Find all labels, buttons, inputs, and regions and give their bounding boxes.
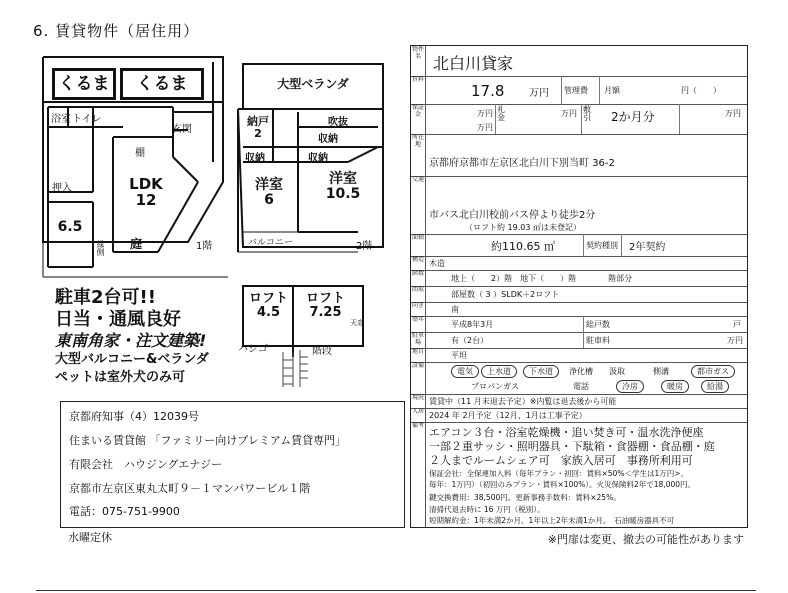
rent-unit: 万円 — [529, 88, 549, 99]
room-western-105: 洋室 10.5 — [325, 171, 361, 202]
floors-value: 地上（ 2）階 地下（ ）階 階部分 — [451, 274, 633, 283]
row-built-header: 築年 — [411, 316, 426, 332]
row-area — [411, 234, 747, 257]
direction-value: 南 — [451, 305, 459, 314]
room-engawa: 縁側 — [96, 240, 105, 256]
row-movein-header: 入居 — [411, 408, 426, 422]
room-storage-room: 納戸 2 — [247, 115, 269, 140]
label-garden: 庭 — [130, 237, 143, 251]
shikibiki-unit: 万円 — [725, 109, 741, 118]
util-gutter: 側溝 — [653, 367, 669, 376]
row-utilities — [411, 362, 747, 395]
row-movein — [411, 408, 747, 423]
agent-shop: 住まいる賃貸館 「ファミリー向けプレミアム賃貸専門」 — [69, 434, 347, 447]
page-heading: 6. 賃貸物件（居住用） — [33, 22, 200, 40]
row-status — [411, 394, 747, 409]
agent-box — [60, 401, 405, 528]
room-void: 吹抜 — [328, 117, 348, 128]
key-money-unit: 万円 — [561, 109, 577, 118]
row-layout — [411, 286, 747, 303]
row-direction-header: 向き — [411, 302, 426, 316]
remarks-line-1: エアコン３台・浴室乾燥機・追い焚き可・温水洗浄便座 — [429, 426, 704, 439]
label-stairs: 階段 — [312, 346, 332, 357]
row-access-header: 交通 — [411, 176, 426, 234]
label-balcony: バルコニー — [248, 238, 294, 248]
agent-tel: 電話：075-751-9900 — [69, 505, 180, 518]
loft-note: （ロフト約 19.03 ㎡は未登記） — [465, 223, 581, 232]
room-storage-3: 収納 — [308, 153, 328, 164]
room-japanese: 6.5 — [57, 219, 83, 235]
room-entrance: 玄関 — [172, 124, 192, 135]
row-direction — [411, 302, 747, 317]
util-cooling: 冷房 — [616, 380, 644, 393]
util-phone: 電話 — [573, 382, 589, 391]
row-address-header: 所在地 — [411, 134, 426, 176]
rent-value: 17.8 — [471, 82, 505, 100]
row-structure — [411, 256, 747, 271]
property-name: 北白川貸家 — [433, 54, 514, 73]
row-rent-header: 賃料 — [411, 76, 426, 104]
row-parking — [411, 332, 747, 349]
util-heating: 暖房 — [661, 380, 689, 393]
remarks-small-5: 短期解約金：1年未満2か月、1年以上2年未満1か月。 石油暖房器具不可 — [429, 516, 675, 525]
promo-pets: ペットは室外犬のみ可 — [55, 370, 186, 385]
room-loft-1: ロフト 4.5 — [248, 291, 288, 320]
util-city-gas: 都市ガス — [691, 365, 735, 378]
room-shelf: 棚 — [135, 148, 145, 159]
row-utilities-header: 設備 — [411, 362, 426, 394]
room-veranda: 大型ベランダ — [277, 77, 349, 91]
layout-value: 部屋数（ 3 ）SLDK＋2ロフト — [451, 290, 560, 299]
remarks-small-1: 保証会社：全保連加入料（毎年プラン・初回：賃料×50%＜学生は1万円>、 — [429, 469, 689, 478]
row-built — [411, 316, 747, 333]
row-layout-header: 間取 — [411, 286, 426, 302]
row-land-header: 地目 — [411, 348, 426, 362]
row-address — [411, 134, 747, 177]
row-land — [411, 348, 747, 363]
parking-space-1: くるま — [52, 68, 116, 100]
footer-rule — [36, 590, 756, 591]
promo-corner: 東南角家・注文建築! — [55, 331, 207, 350]
movein-value: 2024 年 2月予定（12月、1月は工事予定） — [429, 411, 587, 420]
built-value: 平成8年3月 — [451, 320, 494, 329]
row-parking-header: 駐車場 — [411, 332, 424, 346]
row-name-header: 物件名 — [411, 46, 426, 76]
row-rent — [411, 76, 747, 105]
label-ladder: ハシゴ — [238, 344, 268, 355]
room-western-6: 洋室 6 — [255, 177, 283, 208]
agent-closed-day: 水曜定休 — [68, 531, 112, 544]
deposit-unit: 万円 — [477, 109, 493, 118]
remarks-small-3: 鍵交換費用：38,500円。更新事務手数料：賃料×25%。 — [429, 493, 621, 502]
contract-header: 契約種別 — [586, 241, 618, 250]
parking-value: 有（2台） — [451, 336, 489, 345]
spec-table — [410, 45, 748, 528]
promo-balcony: 大型バルコニー&ベランダ — [55, 352, 209, 367]
kanri-yen: 円（ ） — [681, 86, 721, 95]
room-loft-2: ロフト 7.25 — [305, 291, 345, 320]
gate-note: ※門扉は変更、撤去の可能性があります — [547, 533, 744, 546]
row-name — [411, 46, 747, 77]
label-floor-1: 1階 — [196, 241, 213, 252]
units-header: 総戸数 — [586, 320, 610, 329]
key-money-header: 礼金 — [497, 105, 505, 122]
contract-value: 2年契約 — [629, 242, 666, 253]
row-deposit — [411, 104, 747, 135]
promo-sunlight: 日当・通風良好 — [55, 309, 181, 330]
agent-license: 京都府知事（4）12039号 — [69, 410, 199, 423]
room-closet: 押入 — [52, 183, 72, 194]
util-septic: 浄化槽 — [569, 367, 593, 376]
agent-address: 京都市左京区東丸太町９－１マンパワービル１階 — [69, 482, 311, 495]
row-structure-header: 構造 — [411, 256, 426, 270]
row-remarks — [411, 422, 747, 527]
kanri-monthly: 月額 — [604, 86, 620, 95]
row-floors-header: 階数 — [411, 270, 426, 286]
util-sewer: 下水道 — [523, 365, 559, 378]
row-area-header: 面積 — [411, 234, 426, 256]
access-value: 市バス北白川校前バス停より徒歩2分 — [429, 210, 596, 221]
remarks-small-4: 清掃代退去時に 16 万円（税別）。 — [429, 505, 545, 514]
parking-space-2: くるま — [120, 68, 204, 100]
agent-company: 有限会社 ハウジングエナジー — [69, 458, 223, 471]
address-value: 京都府京都市左京区北白川下別当町 36-2 — [429, 158, 615, 169]
util-hot-water: 給湯 — [701, 380, 729, 393]
kanri-header: 管理費 — [564, 86, 588, 95]
remarks-line-3: ２人までルームシェア可 家族入居可 事務所利用可 — [429, 454, 693, 467]
room-storage-2: 収納 — [318, 134, 338, 145]
land-value: 平坦 — [451, 351, 467, 360]
room-bath: 浴室 — [51, 114, 71, 125]
room-storage-1: 収納 — [245, 153, 265, 164]
util-propane: プロパンガス — [471, 382, 519, 391]
room-toilet: トイレ — [72, 114, 102, 125]
remarks-line-2: 一部２重サッシ・照明器具・下駄箱・食器棚・食品棚・庭 — [429, 440, 715, 453]
deposit-unit-2: 万円 — [477, 123, 493, 132]
shikibiki-value: 2か月分 — [611, 110, 655, 124]
label-skylight: 天窓 — [350, 319, 364, 327]
label-floor-2: 2階 — [356, 241, 373, 252]
promo-block — [55, 287, 265, 387]
util-water: 上水道 — [481, 365, 517, 378]
area-value: 約110.65 ㎡ — [491, 240, 555, 253]
util-electricity: 電気 — [451, 365, 479, 378]
util-pumping: 汲取 — [609, 367, 625, 376]
units-unit: 戸 — [733, 320, 741, 329]
parking-fee-unit: 万円 — [727, 336, 743, 345]
promo-parking: 駐車2台可!! — [55, 287, 156, 308]
remarks-small-2: 毎年：1万円）（初回のみプラン・賃料×100%）。火災保険料2年で18,000円。 — [429, 480, 696, 489]
row-remarks-header: 備考 — [411, 422, 426, 527]
row-access — [411, 176, 747, 235]
row-deposit-header: 保証金 — [411, 104, 426, 134]
row-floors — [411, 270, 747, 287]
row-status-header: 現況 — [411, 394, 426, 408]
parking-fee-header: 駐車料 — [586, 336, 610, 345]
room-ldk: LDK 12 — [129, 175, 163, 209]
status-value: 賃貸中（11 月末退去予定）※内覧は退去後から可能 — [429, 397, 617, 406]
structure-value: 木造 — [429, 259, 445, 268]
shikibiki-header: 敷引 — [583, 105, 591, 122]
